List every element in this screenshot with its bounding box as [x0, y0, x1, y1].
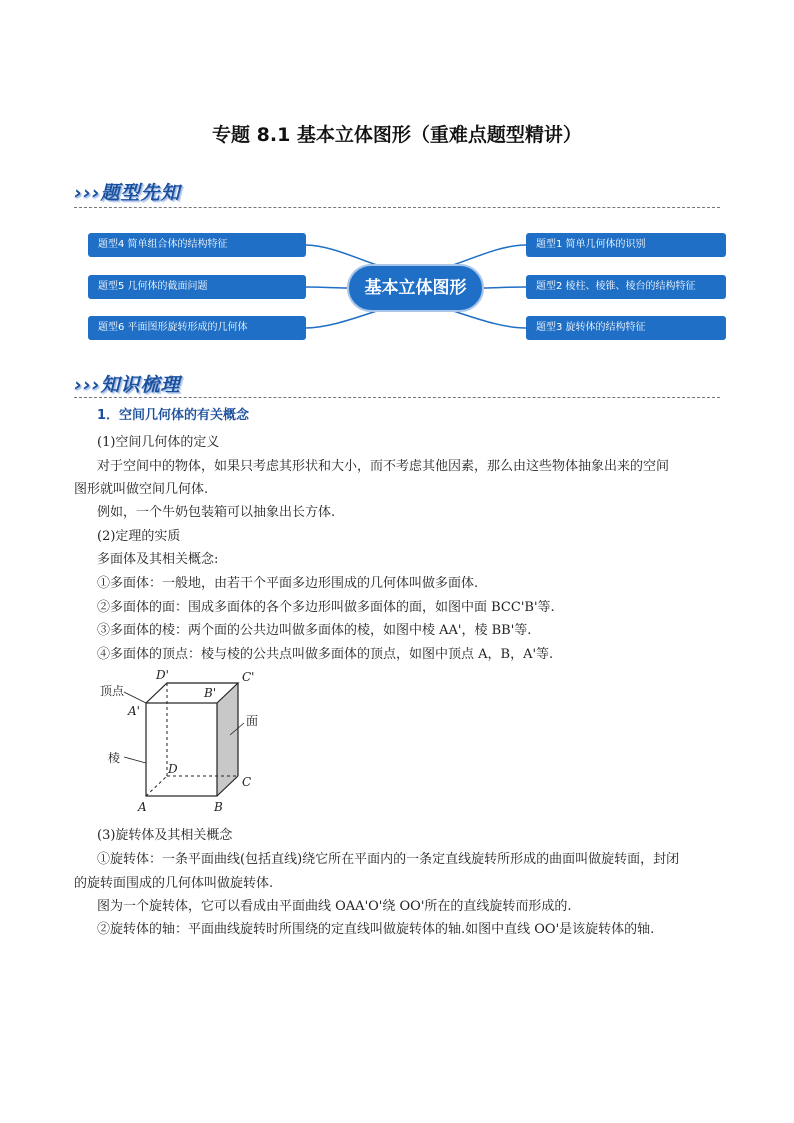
page-title: 专题 8.1 基本立体图形（重难点题型精讲） [212, 124, 582, 146]
edge-pointer [124, 757, 146, 763]
section-divider [74, 397, 720, 398]
vertex-label: 顶点 [100, 684, 125, 698]
label-C: C [242, 775, 252, 789]
label-B1: B' [204, 686, 217, 700]
label-D1: D' [156, 668, 169, 682]
text-line: 对于空间中的物体，如果只考虑其形状和大小，而不考虑其他因素，那么由这些物体抽象出来的空间 [97, 459, 670, 474]
text-line: ②旋转体的轴：平面曲线旋转时所围绕的定直线叫做旋转体的轴.如图中直线 OO'是该旋转体的轴. [97, 922, 655, 937]
section-title-knowledge: 知识梳理 [100, 374, 181, 396]
text-line: ③多面体的棱：两个面的公共边叫做多面体的棱，如图中棱 AA'，棱 BB'等. [97, 623, 532, 638]
mindmap-node-type1[interactable]: 题型1 简单几何体的识别 [526, 233, 726, 257]
mindmap-node-type6[interactable]: 题型6 平面图形旋转形成的几何体 [88, 316, 306, 340]
text-line: 多面体及其相关概念: [97, 552, 219, 567]
vertex-pointer [124, 692, 146, 703]
text-line: ④多面体的顶点：棱与棱的公共点叫做多面体的顶点，如图中顶点 A，B，A'等. [97, 647, 554, 662]
edge-label: 棱 [108, 751, 121, 765]
text-line: (3)旋转体及其相关概念 [97, 828, 233, 843]
text-line: ①旋转体：一条平面曲线(包括直线)绕它所在平面内的一条定直线旋转所形成的曲面叫做旋转面，封闭 [97, 852, 680, 867]
prism-figure [94, 665, 284, 820]
text-line: 的旋转面围成的几何体叫做旋转体. [74, 876, 274, 891]
mindmap-node-type4[interactable]: 题型4 简单组合体的结构特征 [88, 233, 306, 257]
text-line: ②多面体的面：围成多面体的各个多边形叫做多面体的面，如图中面 BCC'B'等. [97, 600, 555, 615]
text-line: 图为一个旋转体，它可以看成由平面曲线 OAA'O'绕 OO'所在的直线旋转而形成的. [97, 899, 572, 914]
mindmap-node-type3[interactable]: 题型3 旋转体的结构特征 [526, 316, 726, 340]
label-B: B [214, 800, 223, 814]
section-arrows-icon: ››› [74, 374, 101, 396]
label-A1: A' [128, 704, 140, 718]
section-arrows-icon: ››› [74, 182, 101, 204]
mindmap-center-node[interactable]: 基本立体图形 [347, 264, 484, 312]
hidden-edge-AD [146, 776, 167, 796]
section-header-knowledge [74, 370, 181, 397]
front-face [146, 703, 217, 796]
section-title-overview: 题型先知 [100, 182, 181, 204]
text-line: (1)空间几何体的定义 [97, 435, 220, 450]
face-label: 面 [246, 714, 259, 728]
concept-heading: 1．空间几何体的有关概念 [97, 408, 250, 423]
label-D: D [168, 762, 178, 776]
text-line: ①多面体：一般地，由若干个平面多边形围成的几何体叫做多面体. [97, 576, 479, 591]
label-A: A [138, 800, 147, 814]
label-C1: C' [242, 670, 255, 684]
text-line: (2)定理的实质 [97, 529, 181, 544]
mindmap-node-type2[interactable]: 题型2 棱柱、棱锥、棱台的结构特征 [526, 275, 726, 299]
text-line: 例如，一个牛奶包装箱可以抽象出长方体. [97, 505, 336, 520]
mindmap-connectors [0, 0, 794, 400]
mindmap-node-type5[interactable]: 题型5 几何体的截面问题 [88, 275, 306, 299]
text-line: 图形就叫做空间几何体. [74, 482, 209, 497]
